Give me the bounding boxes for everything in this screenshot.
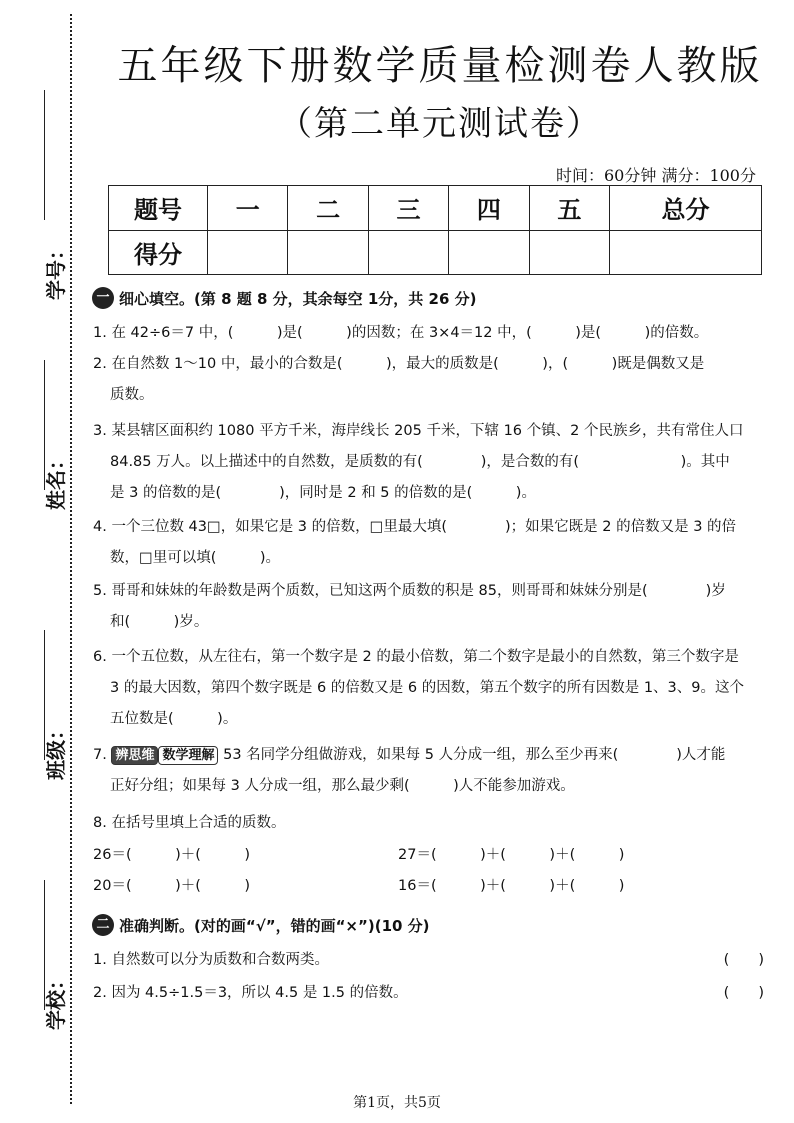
- question-line: 2. 在自然数 1～10 中，最小的合数是( )，最大的质数是( )，( )既是偶数又是: [93, 356, 705, 372]
- question-line: 1. 自然数可以分为质数和合数两类。: [93, 952, 329, 968]
- question-line: 3 的最大因数，第四个数字既是 6 的倍数又是 6 的因数，第五个数字的所有因数是 1、3、9。这个: [110, 680, 745, 696]
- score-cell[interactable]: [449, 230, 529, 275]
- score-cell[interactable]: [288, 230, 368, 275]
- question-6: [93, 642, 769, 735]
- question-line: 6. 一个五位数，从左往右，第一个数字是 2 的最小倍数，第二个数字是最小的自然数，第三个数字是: [93, 649, 739, 665]
- question-line: 五位数是( )。: [110, 711, 238, 727]
- question-8-equation: 16＝( )＋( )＋( ): [398, 878, 625, 894]
- question-line: 1. 在 42÷6＝7 中，( )是( )的因数；在 3×4＝12 中，( )是( )的倍数。: [93, 325, 709, 341]
- score-header-cell: 五: [529, 186, 609, 231]
- question-8-right-column: [398, 840, 738, 902]
- question-line: 2. 因为 4.5÷1.5＝3，所以 4.5 是 1.5 的倍数。: [93, 985, 408, 1001]
- question-4: [93, 512, 769, 574]
- page-footer: 第1页，共5页: [353, 1095, 441, 1111]
- understanding-tag: 数学理解: [158, 746, 218, 765]
- question-5: [93, 576, 769, 638]
- score-table-header-row: [109, 186, 762, 231]
- score-header-cell: 二: [288, 186, 368, 231]
- class-label: 班级：: [44, 720, 68, 780]
- score-cell[interactable]: [610, 230, 762, 275]
- school-label: 学校：: [44, 970, 68, 1030]
- student-id-label: 学号：: [44, 240, 68, 300]
- section-1-title: 细心填空。(第 8 题 8 分，其余每空 1分，共 26 分): [119, 289, 477, 308]
- question-8-label: 8. 在括号里填上合适的质数。: [93, 815, 286, 831]
- question-line: 质数。: [110, 387, 154, 403]
- score-table: [108, 185, 762, 275]
- name-label: 姓名：: [44, 450, 68, 510]
- question-line: 7. 辨思维 数学理解 53 名同学分组做游戏，如果每 5 人分成一组，那么至少再来( )人才能: [93, 747, 726, 763]
- question-7-text: 53 名同学分组做游戏，如果每 5 人分成一组，那么至少再来( )人才能: [218, 747, 726, 763]
- score-header-cell: 总分: [610, 186, 762, 231]
- question-8-equation: 26＝( )＋( ): [93, 847, 251, 863]
- question-2: [93, 349, 769, 411]
- question-1: [93, 318, 769, 349]
- question-8-equation: 20＝( )＋( ): [93, 878, 251, 894]
- question-line: 84.85 万人。以上描述中的自然数，是质数的有( )，是合数的有( )。其中: [110, 454, 730, 470]
- page-title: 五年级下册数学质量检测卷人教版: [117, 43, 763, 89]
- question-line: 数，□里可以填( )。: [110, 550, 281, 566]
- question-line: 4. 一个三位数 43□，如果它是 3 的倍数，□里最大填( )；如果它既是 2 的倍数又是 3 的倍: [93, 519, 737, 535]
- question-7: [93, 740, 769, 802]
- score-header-cell: 题号: [109, 186, 208, 231]
- question-8: [93, 808, 769, 839]
- score-header-cell: 四: [449, 186, 529, 231]
- question-line: 和( )岁。: [110, 614, 209, 630]
- score-header-cell: 一: [208, 186, 288, 231]
- judgment-answer-box-1[interactable]: ( ): [723, 952, 764, 968]
- question-8-equation: 27＝( )＋( )＋( ): [398, 847, 625, 863]
- score-cell[interactable]: [368, 230, 448, 275]
- judgment-question-2: [93, 978, 769, 1009]
- question-line: 正好分组；如果每 3 人分成一组，那么最少剩( )人不能参加游戏。: [110, 778, 575, 794]
- section-2-title: 准确判断。(对的画“√”，错的画“×”)(10 分): [119, 916, 430, 935]
- score-cell[interactable]: [208, 230, 288, 275]
- score-row-label: 得分: [109, 230, 208, 275]
- time-info: 时间：60分钟 满分：100分: [556, 166, 756, 185]
- page-subtitle: （第二单元测试卷）: [278, 104, 602, 144]
- section-1-number-badge: 一: [92, 287, 114, 309]
- question-line: 3. 某县辖区面积约 1080 平方千米，海岸线长 205 千米，下辖 16 个镇、2 个民族乡，共有常住人口: [93, 423, 744, 439]
- score-table-score-row: [109, 230, 762, 275]
- score-cell[interactable]: [529, 230, 609, 275]
- thinking-tag: 辨思维: [111, 746, 158, 765]
- section-2-number-badge: 二: [92, 914, 114, 936]
- section-2-heading: [92, 914, 430, 936]
- judgment-question-1: [93, 945, 769, 976]
- judgment-answer-box-2[interactable]: ( ): [723, 985, 764, 1001]
- question-line: 5. 哥哥和妹妹的年龄数是两个质数，已知这两个质数的积是 85，则哥哥和妹妹分别是( )岁: [93, 583, 726, 599]
- student-id-underline: [44, 90, 45, 220]
- question-8-left-column: [93, 840, 383, 902]
- question-3: [93, 416, 769, 509]
- question-line: 是 3 的倍数的是( )，同时是 2 和 5 的倍数的是( )。: [110, 485, 536, 501]
- score-header-cell: 三: [368, 186, 448, 231]
- section-1-heading: [92, 287, 476, 309]
- binding-dotted-line: [70, 14, 72, 1104]
